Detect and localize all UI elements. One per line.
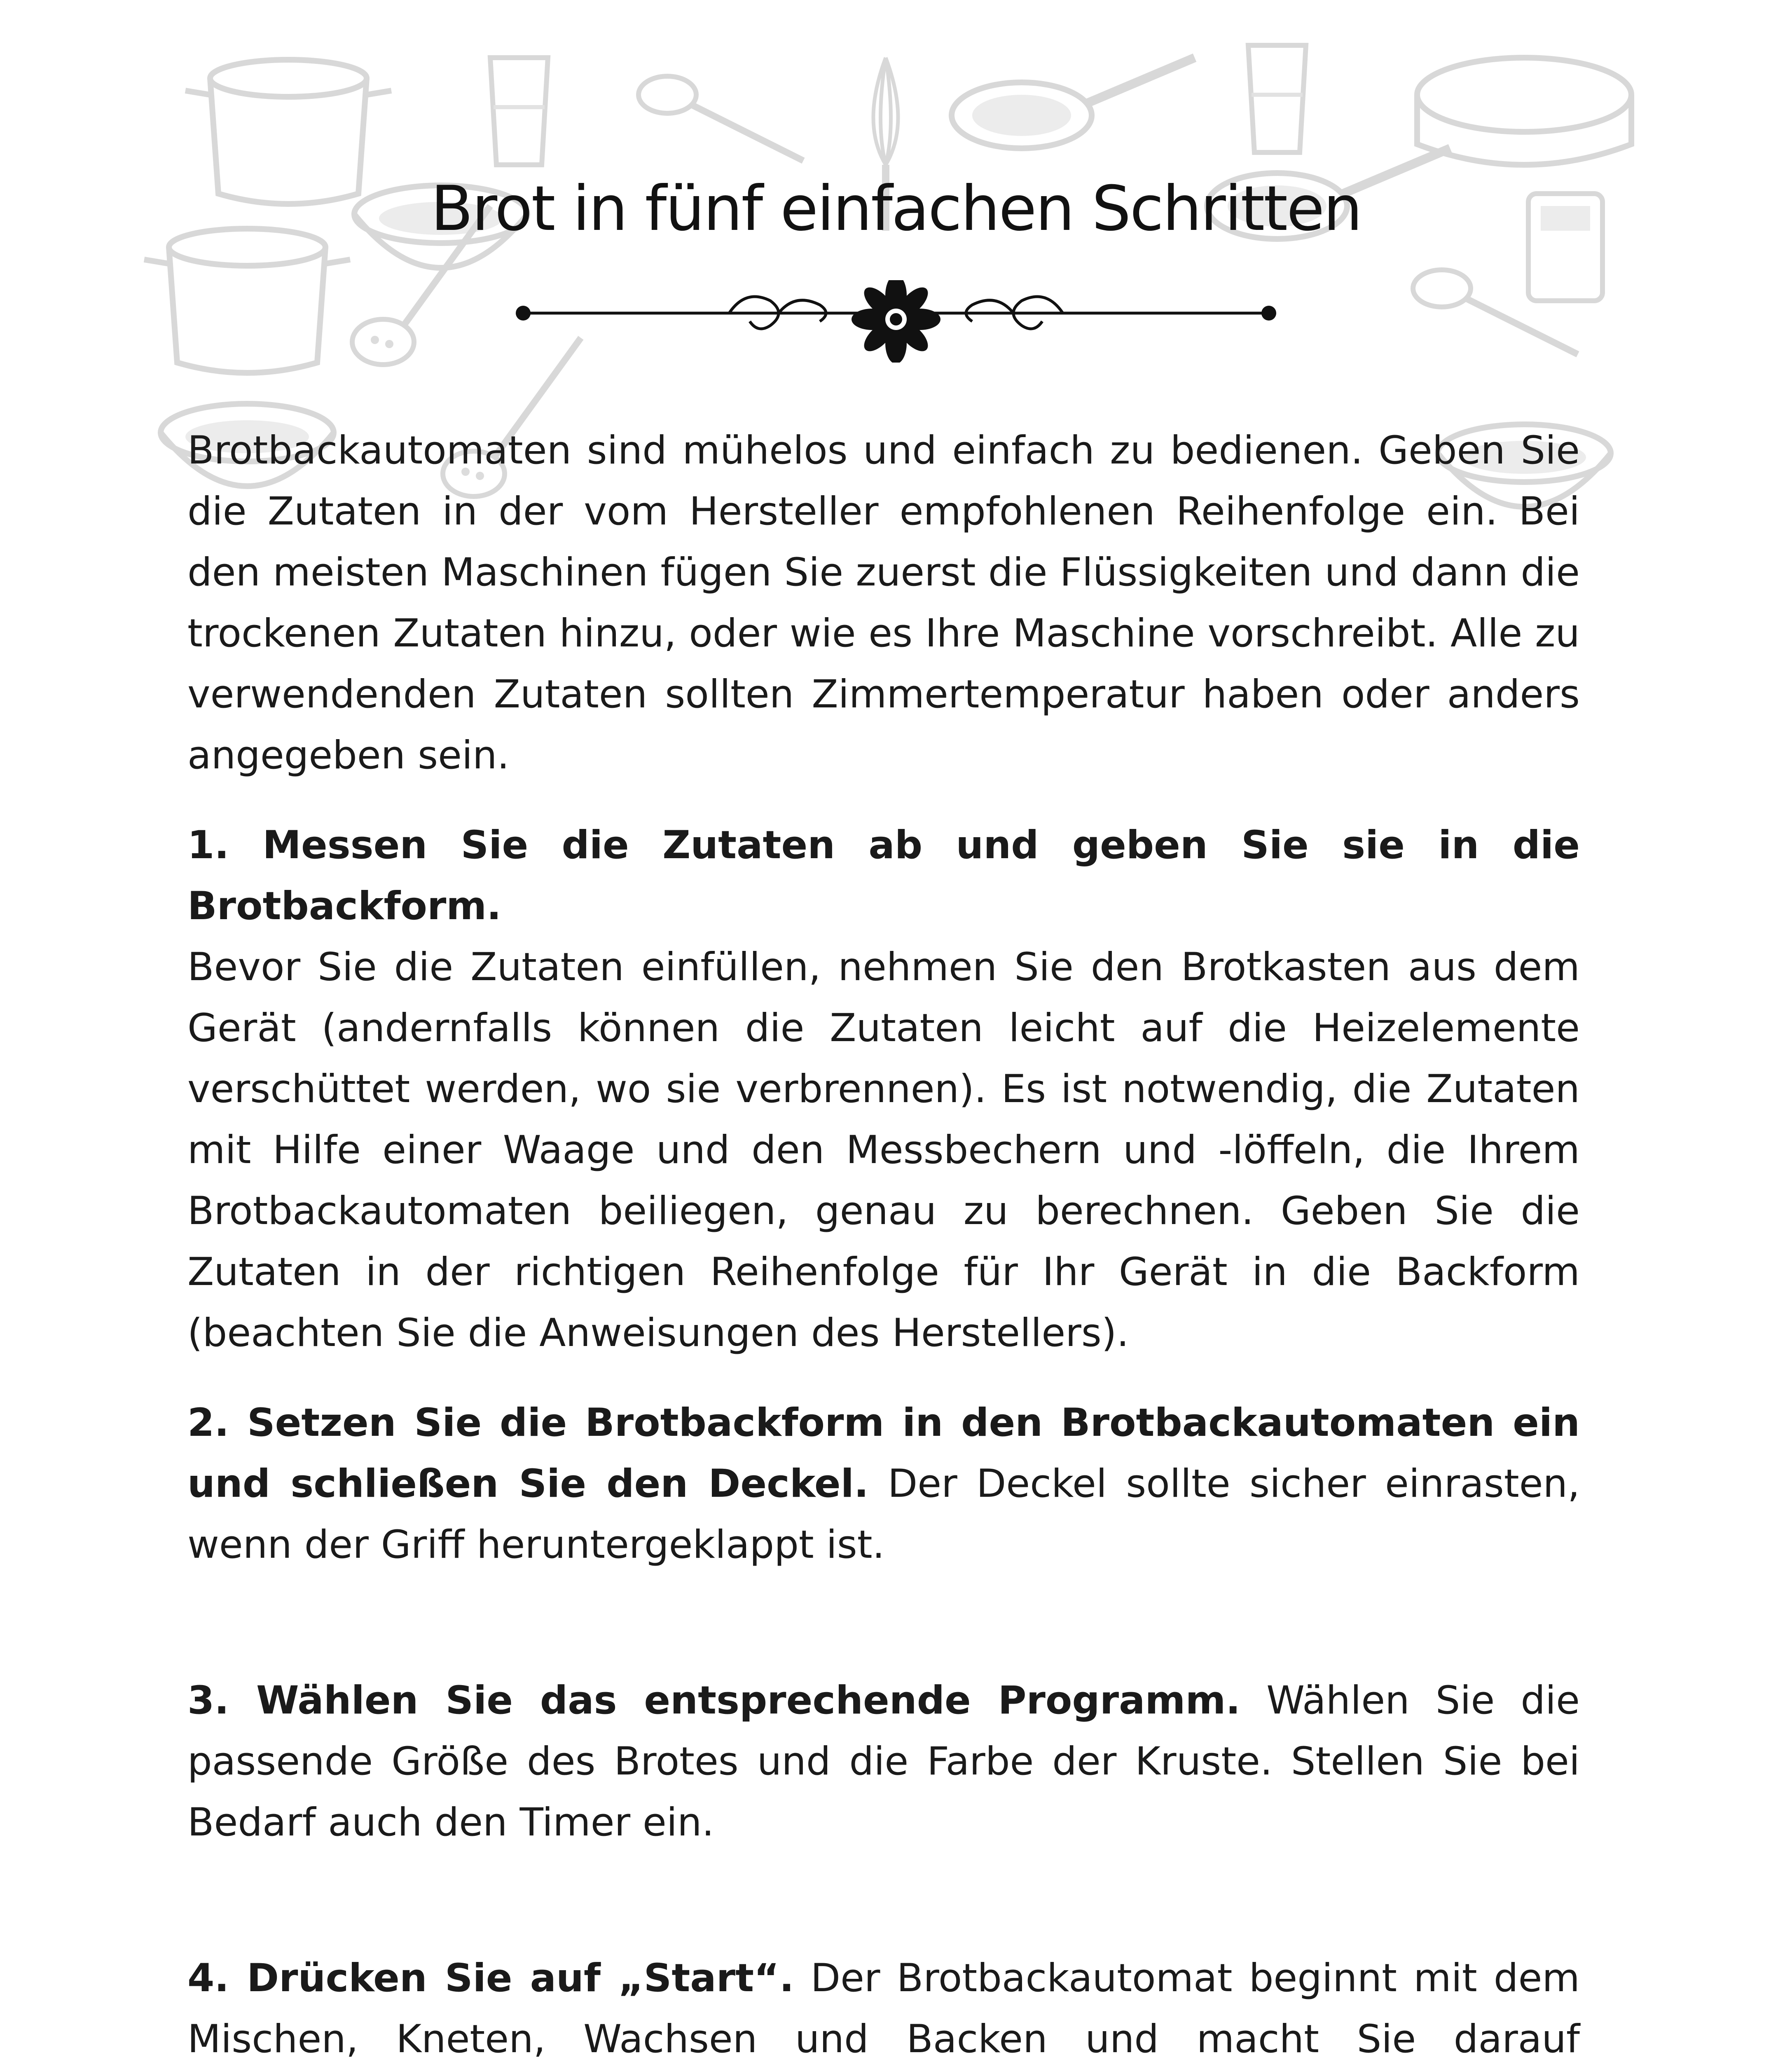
step-4-heading: 4. Drücken Sie auf „Start“. <box>187 1956 794 2001</box>
step-4-text: Der Brotbackautomat beginnt mit dem Mischen, Kneten, Wachsen und Backen und macht Sie darauf <box>187 1956 1580 2060</box>
step-1-heading: 1. Messen Sie die Zutaten ab und geben Sie sie in die Brotbackform. <box>187 823 1580 929</box>
body-text <box>187 420 1580 2060</box>
step-2-heading: 2. Setzen Sie die Brotbackform in den Brotbackautomaten ein und schließen Sie den Deckel. <box>187 1400 1580 1506</box>
step-3-text: Wählen Sie die passende Größe des Brotes und die Farbe der Kruste. Stellen Sie bei Bedarf auch den Timer ein. <box>187 1678 1580 1845</box>
step-3-heading: 3. Wählen Sie das entsprechende Programm. <box>187 1678 1241 1723</box>
step-1 <box>187 815 1580 1364</box>
step-1-text: Bevor Sie die Zutaten einfüllen, nehmen Sie den Brotkasten aus dem Gerät (andernfalls können die Zutaten leicht auf die Heizelemente verschüttet werden, wo sie verbrennen). Es ist notwendig, die Zutaten mit Hilfe einer Waage und den Messbechern und -löffeln, die Ihrem Brotbackautomaten beiliegen, genau zu berechnen. Geben Sie die Zutaten in der richtigen Reihenfolge für Ihr Gerät in die Backform (beachten Sie die Anweisungen des Herstellers). <box>187 945 1580 1355</box>
step-3 <box>187 1670 1580 1853</box>
page-title: Brot in fünf einfachen Schritten <box>430 173 1362 245</box>
step-2 <box>187 1393 1580 1575</box>
step-2-text: Der Deckel sollte sicher einrasten, wenn der Griff heruntergeklappt ist. <box>187 1461 1580 1567</box>
intro-paragraph: Brotbackautomaten sind mühelos und einfach zu bedienen. Geben Sie die Zutaten in der vom Hersteller empfohlenen Reihenfolge ein. Bei den meisten Maschinen fügen Sie zuerst die Flüssigkeiten und dann die trockenen Zutaten hinzu, oder wie es Ihre Maschine vorschreibt. Alle zu verwendenden Zutaten sollten Zimmertemperatur haben oder anders angegeben sein. <box>187 428 1580 778</box>
step-4 <box>187 1948 1580 2060</box>
flourish-divider-icon <box>515 280 1277 363</box>
